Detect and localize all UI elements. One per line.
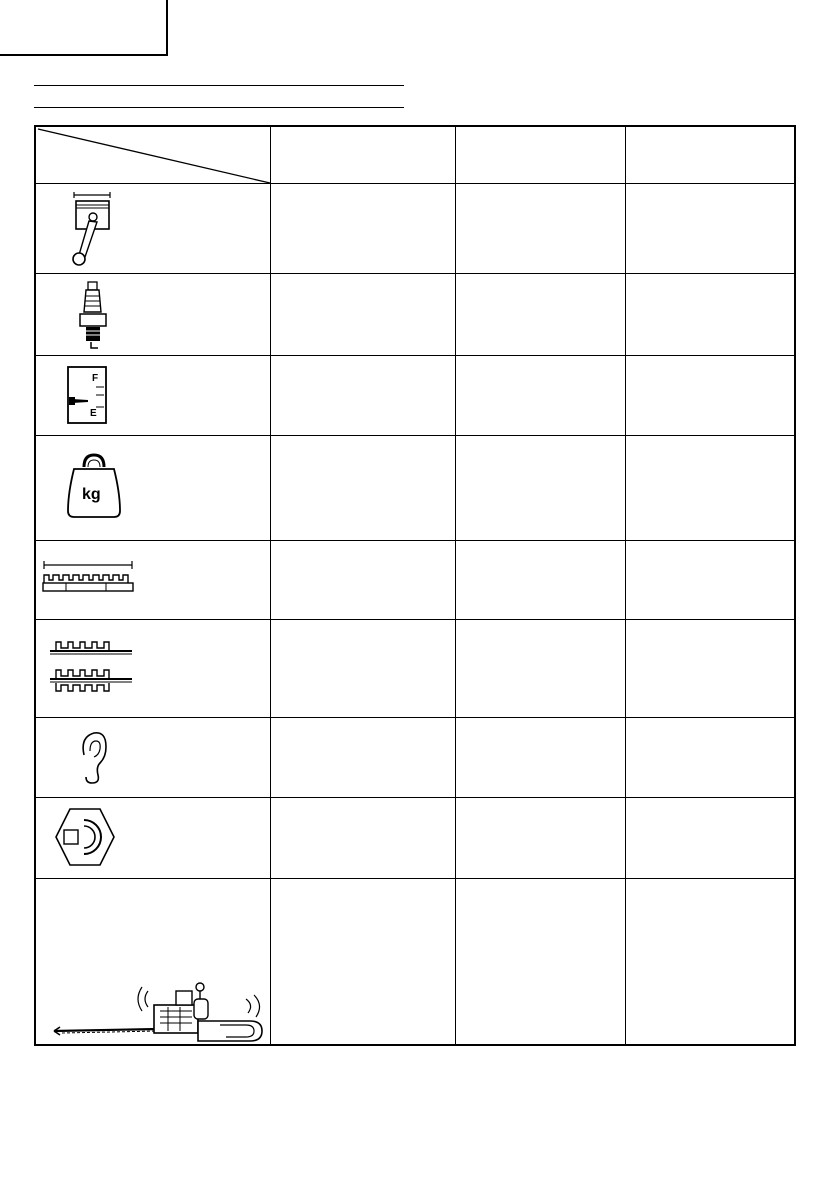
- title-line-2: [34, 107, 404, 108]
- row-5-col-3: [627, 542, 808, 631]
- row-2-col-1: [272, 275, 467, 367]
- row-9-col-1: [272, 880, 467, 1056]
- row-2-col-2: [457, 275, 637, 367]
- blade-length-icon: [42, 561, 134, 597]
- hedge-trimmer-icon: [50, 977, 268, 1043]
- row-4-col-3: [627, 437, 808, 552]
- row-7-col-2: [457, 719, 637, 809]
- row-7-col-1: [272, 719, 467, 809]
- row-5-col-2: [457, 542, 637, 631]
- header-corner: [36, 127, 282, 195]
- row-5-col-1: [272, 542, 467, 631]
- row-7-col-3: [627, 719, 808, 809]
- row-1-col-2: [457, 185, 637, 285]
- row-4-col-2: [457, 437, 637, 552]
- ear-icon: [76, 729, 110, 787]
- row-3-col-2: [457, 357, 637, 447]
- row-4-col-1: [272, 437, 467, 552]
- row-3-col-3: [627, 357, 808, 447]
- fuel-gauge-icon: [66, 365, 110, 427]
- row-8-col-2: [457, 799, 637, 890]
- blade-type-icon: [48, 634, 134, 700]
- column-divider: [270, 127, 271, 1044]
- spark-plug-icon: [76, 280, 110, 356]
- row-3-col-1: [272, 357, 467, 447]
- row-2-col-3: [627, 275, 808, 367]
- page-tab: [0, 0, 168, 56]
- row-8-col-1: [272, 799, 467, 890]
- weight-unit-label: kg: [82, 486, 101, 503]
- weight-icon: [64, 453, 124, 521]
- row-6-col-2: [457, 621, 637, 729]
- gauge-full-label: F: [92, 373, 99, 384]
- row-9-col-3: [627, 880, 808, 1056]
- row-1-col-1: [272, 185, 467, 285]
- row-8-col-3: [627, 799, 808, 890]
- row-1-col-3: [627, 185, 808, 285]
- gauge-empty-label: E: [90, 408, 97, 419]
- title-line-1: [34, 85, 404, 86]
- row-6-col-3: [627, 621, 808, 729]
- row-9-col-2: [457, 880, 637, 1056]
- row-6-col-1: [272, 621, 467, 729]
- vibration-icon: [54, 806, 116, 868]
- piston-icon: [66, 191, 116, 271]
- spec-table: [34, 125, 796, 1046]
